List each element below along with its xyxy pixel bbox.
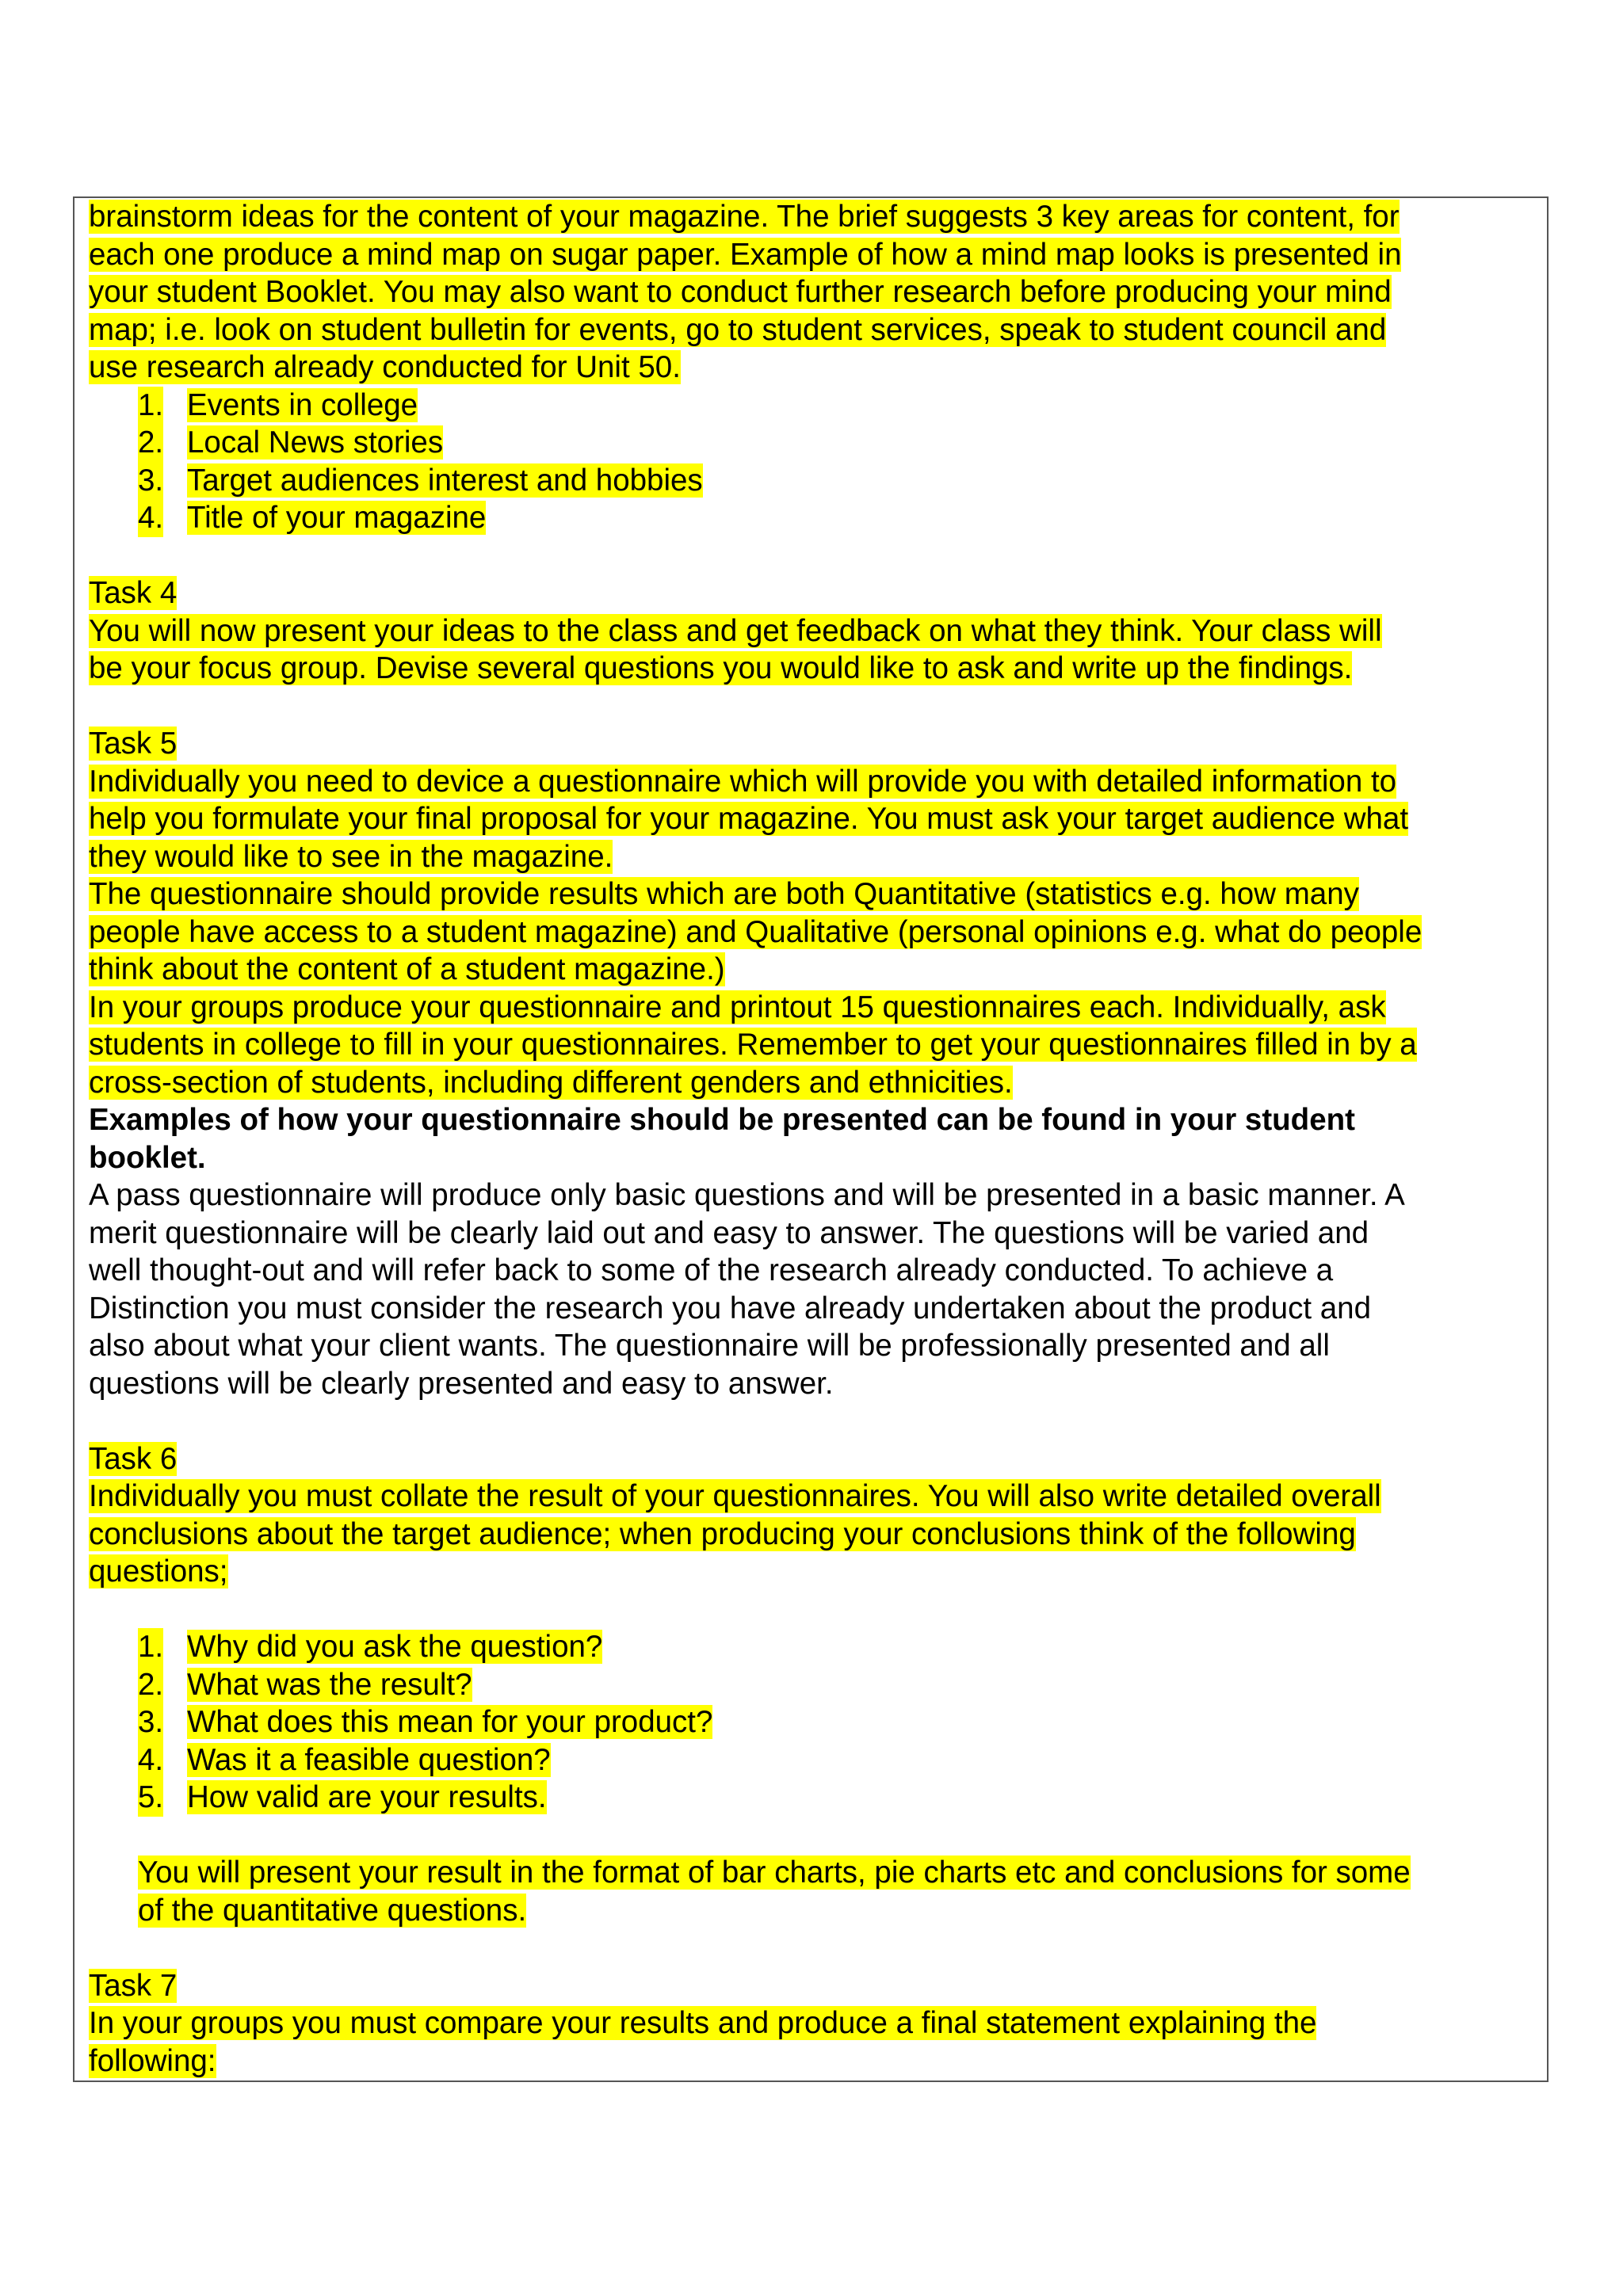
task-heading: Task 5 — [89, 727, 178, 761]
task-heading: Task 6 — [89, 1441, 178, 1476]
text-line: help you formulate your final proposal for your magazine. You must ask your target audience what — [89, 802, 1409, 836]
text-line: You will present your result in the format of bar charts, pie charts etc and conclusions for some — [138, 1855, 1411, 1890]
list-item: 4. Was it a feasible question? — [89, 1741, 1539, 1779]
list-item: 4. Title of your magazine — [89, 499, 1539, 537]
text-line: Individually you need to device a questionnaire which will provide you with detailed information to — [89, 764, 1397, 799]
list-item: 2. Local News stories — [89, 424, 1539, 462]
text-line: each one produce a mind map on sugar paper. Example of how a mind map looks is presented in — [89, 237, 1402, 272]
text-line: questions will be clearly presented and easy to answer. — [89, 1366, 834, 1401]
text-line: be your focus group. Devise several questions you would like to ask and write up the findings. — [89, 651, 1353, 685]
bold-note: booklet. — [89, 1140, 206, 1175]
text-line: You will now present your ideas to the class and get feedback on what they think. Your class will — [89, 613, 1382, 648]
text-line: also about what your client wants. The questionnaire will be professionally presented and all — [89, 1329, 1330, 1363]
text-line: In your groups you must compare your results and produce a final statement explaining the — [89, 2006, 1317, 2040]
list-item: 3. Target audiences interest and hobbies — [89, 462, 1539, 500]
text-line: following: — [89, 2043, 216, 2078]
list-item: 2. What was the result? — [89, 1666, 1539, 1704]
text-line: questions; — [89, 1554, 228, 1589]
text-line: cross-section of students, including different genders and ethnicities. — [89, 1065, 1013, 1100]
text-line: merit questionnaire will be clearly laid out and easy to answer. The questions will be varied and — [89, 1215, 1369, 1250]
text-line: people have access to a student magazine) and Qualitative (personal opinions e.g. what do people — [89, 914, 1423, 949]
text-line: students in college to fill in your questionnaires. Remember to get your questionnaires filled in by a — [89, 1028, 1417, 1062]
list-item: 1. Why did you ask the question? — [89, 1628, 1539, 1666]
text-line: well thought-out and will refer back to some of the research already conducted. To achieve a — [89, 1253, 1334, 1287]
text-line: A pass questionnaire will produce only basic questions and will be presented in a basic manner. A — [89, 1178, 1405, 1212]
document-body — [89, 198, 1539, 2080]
text-line: conclusions about the target audience; when producing your conclusions think of the following — [89, 1516, 1356, 1551]
text-line: think about the content of a student magazine.) — [89, 952, 725, 986]
text-line: brainstorm ideas for the content of your magazine. The brief suggests 3 key areas for content, for — [89, 200, 1400, 234]
text-line: of the quantitative questions. — [138, 1893, 527, 1928]
text-line: use research already conducted for Unit 50. — [89, 350, 681, 384]
text-line: they would like to see in the magazine. — [89, 839, 613, 874]
task-heading: Task 4 — [89, 576, 178, 610]
list-item: 1. Events in college — [89, 387, 1539, 425]
text-line: Individually you must collate the result of your questionnaires. You will also write detailed overall — [89, 1479, 1381, 1513]
text-line: map; i.e. look on student bulletin for events, go to student services, speak to student council and — [89, 312, 1387, 347]
text-line: Distinction you must consider the research you have already undertaken about the product and — [89, 1291, 1371, 1325]
list-item: 3. What does this mean for your product? — [89, 1703, 1539, 1741]
text-line: The questionnaire should provide results which are both Quantitative (statistics e.g. how many — [89, 877, 1359, 911]
bold-note: Examples of how your questionnaire should be presented can be found in your student — [89, 1103, 1355, 1137]
text-line: your student Booklet. You may also want to conduct further research before producing your mind — [89, 275, 1392, 309]
text-line: In your groups produce your questionnaire and printout 15 questionnaires each. Individually, ask — [89, 990, 1386, 1024]
task-heading: Task 7 — [89, 1968, 178, 2003]
list-item: 5. How valid are your results. — [89, 1779, 1539, 1817]
